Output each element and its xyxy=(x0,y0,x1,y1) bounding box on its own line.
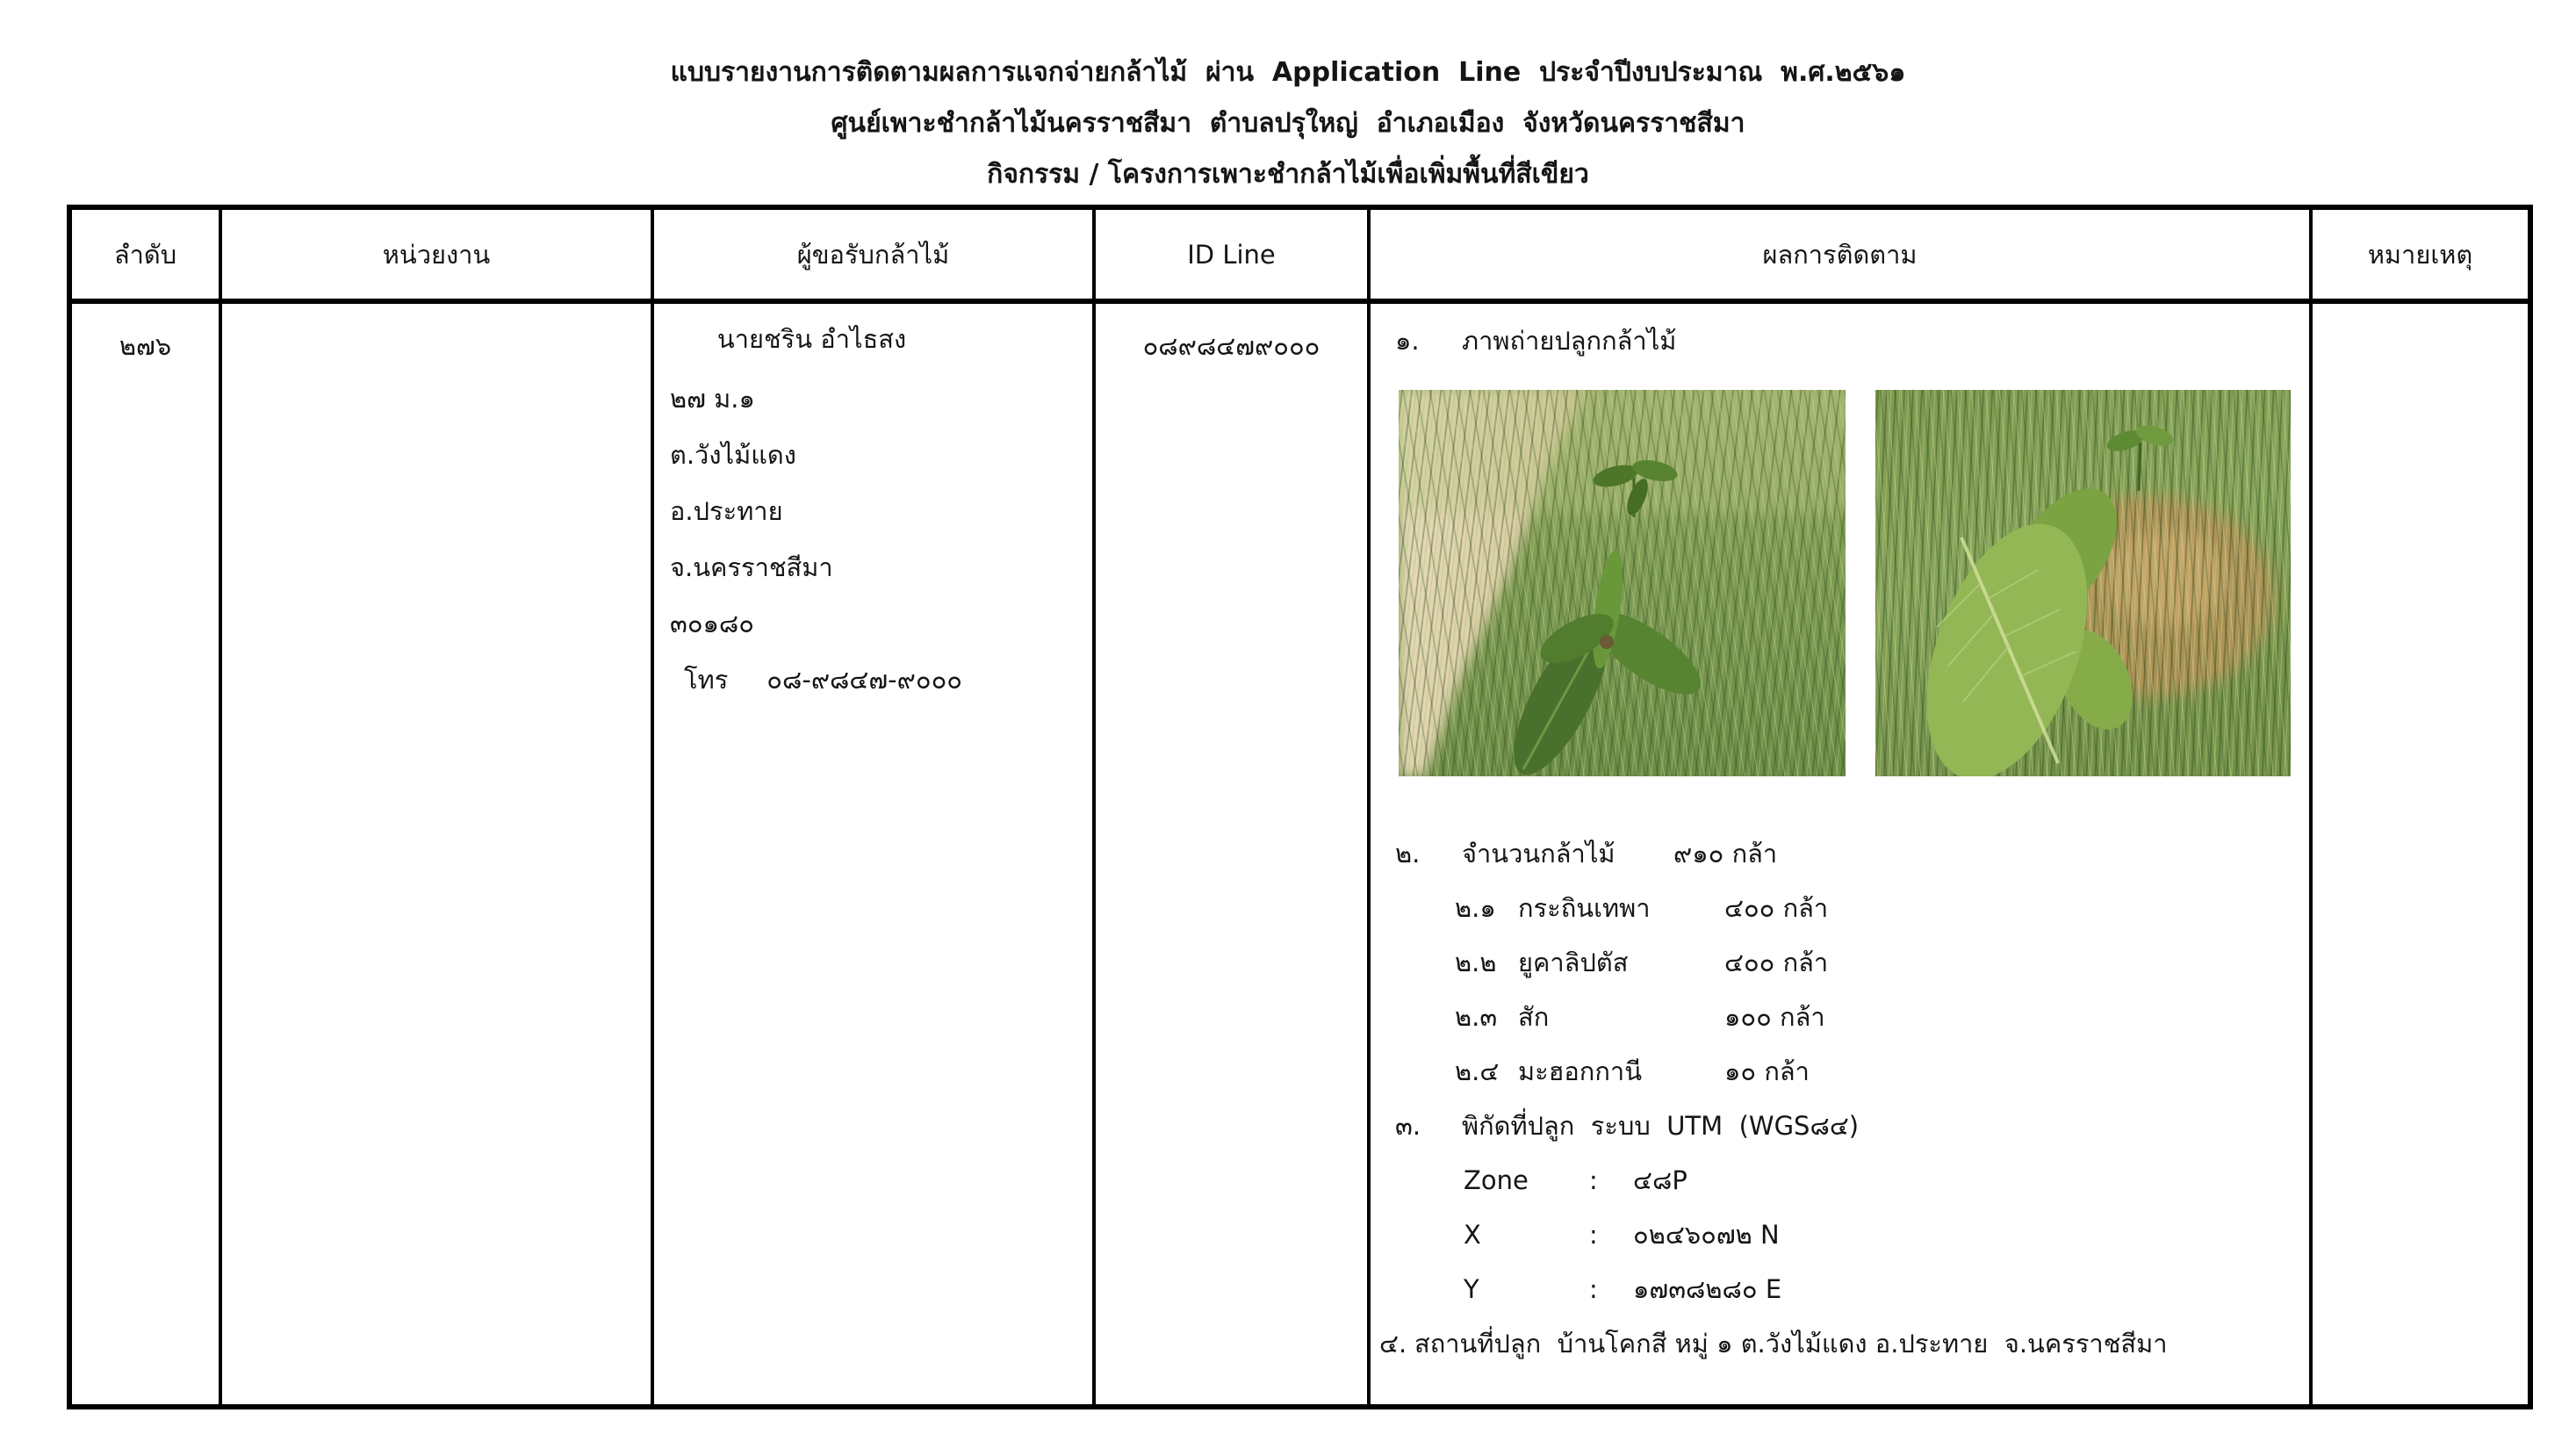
species-number: ๒.๓ xyxy=(1455,1002,1498,1032)
species-name: มะฮอกกานี xyxy=(1518,1056,1643,1086)
coord-label: Y xyxy=(1464,1274,1479,1304)
column-header-remark: หมายเหตุ xyxy=(2313,210,2528,304)
remark-cell xyxy=(2313,304,2528,1404)
item-1-text: ภาพถ่ายปลูกกล้าไม้ xyxy=(1462,326,1677,356)
coord-label: Zone xyxy=(1464,1165,1529,1195)
species-qty: ๑๐๐ กล้า xyxy=(1724,1002,1825,1032)
item-number: ๒. xyxy=(1395,839,1421,869)
requester-cell xyxy=(654,304,1096,1404)
phone-label: โทร xyxy=(684,665,729,695)
utm-header-text: พิกัดที่ปลูก ระบบ UTM (WGS๘๔) xyxy=(1462,1111,1860,1141)
species-number: ๒.๒ xyxy=(1455,948,1497,977)
coord-separator: : xyxy=(1589,1220,1598,1250)
address-line: อ.ประทาย xyxy=(670,496,783,526)
result-items xyxy=(1379,815,2297,1359)
seedling-total-label: จำนวนกล้าไม้ xyxy=(1462,839,1615,869)
document-title-line3: กิจกรรม / โครงการเพาะชำกล้าไม้เพื่อเพิ่มพื้นที่สีเขียว xyxy=(987,159,1589,190)
column-header-agency: หน่วยงาน xyxy=(222,210,654,304)
utm-y-line xyxy=(1395,1251,2297,1305)
species-qty: ๔๐๐ กล้า xyxy=(1724,948,1829,977)
utm-x-line xyxy=(1395,1196,2297,1251)
species-number: ๒.๔ xyxy=(1455,1056,1500,1086)
species-qty: ๑๐ กล้า xyxy=(1724,1056,1810,1086)
species-line xyxy=(1395,1033,2297,1087)
planted-seedling-photo-2 xyxy=(1875,390,2291,776)
species-qty: ๔๐๐ กล้า xyxy=(1724,893,1829,923)
column-header-no: ลำดับ xyxy=(72,210,222,304)
idline-cell: ๐๘๙๘๔๗๙๐๐๐ xyxy=(1096,304,1371,1404)
coord-separator: : xyxy=(1589,1274,1598,1304)
species-name: ยูคาลิปตัส xyxy=(1518,948,1629,977)
coord-label: X xyxy=(1464,1220,1481,1250)
species-name: สัก xyxy=(1518,1002,1550,1032)
item-number: ๑. xyxy=(1395,326,1420,356)
species-line xyxy=(1395,978,2297,1033)
column-header-idline: ID Line xyxy=(1096,210,1371,304)
coord-value: ๐๒๔๖๐๗๒ N xyxy=(1633,1220,1780,1250)
planting-location-text: สถานที่ปลูก บ้านโคกสี หมู่ ๑ ต.วังไม้แดง อ.ประทาย จ.นครราชสีมา xyxy=(1414,1329,2168,1359)
planting-photos xyxy=(1399,390,2297,776)
species-name: กระถินเทพา xyxy=(1518,893,1651,923)
seedling-total-value: ๙๑๐ กล้า xyxy=(1673,839,1778,869)
utm-header-line xyxy=(1395,1087,2297,1142)
address-line: ๒๗ ม.๑ xyxy=(670,384,755,414)
result-cell xyxy=(1371,304,2313,1404)
document-title-line2: ศูนย์เพาะชำกล้าไม้นครราชสีมา ตำบลปรุใหญ่ อำเภอเมือง จังหวัดนครราชสีมา xyxy=(831,108,1745,139)
result-item-1 xyxy=(1395,325,2297,357)
planted-seedling-photo-1 xyxy=(1399,390,1846,776)
seedling-total-line xyxy=(1395,815,2297,869)
agency-cell xyxy=(222,304,654,1404)
column-header-result: ผลการติดตาม xyxy=(1371,210,2313,304)
tracking-report-table xyxy=(67,205,2533,1409)
species-line xyxy=(1395,869,2297,924)
document-title-line1: แบบรายงานการติดตามผลการแจกจ่ายกล้าไม้ ผ่าน Application Line ประจำปีงบประมาณ พ.ศ.๒๕๖๑ xyxy=(670,57,1906,88)
coord-value: ๔๘P xyxy=(1633,1165,1687,1195)
coord-separator: : xyxy=(1589,1165,1598,1195)
phone-line xyxy=(663,639,1083,696)
item-number: ๓. xyxy=(1395,1111,1421,1141)
row-number-cell: ๒๗๖ xyxy=(72,304,222,1404)
species-number: ๒.๑ xyxy=(1455,893,1496,923)
address-line: จ.นครราชสีมา xyxy=(670,552,833,582)
utm-zone-line xyxy=(1395,1142,2297,1196)
coord-value: ๑๗๓๘๒๘๐ E xyxy=(1633,1274,1782,1304)
phone-number: ๐๘-๙๘๔๗-๙๐๐๐ xyxy=(766,665,962,695)
requester-name: นายชริน อำไธสง xyxy=(716,324,907,354)
column-header-requester: ผู้ขอรับกล้าไม้ xyxy=(654,210,1096,304)
address-line: ต.วังไม้แดง xyxy=(670,440,796,470)
postal-code: ๓๐๑๘๐ xyxy=(670,609,755,638)
document-header xyxy=(0,47,2576,200)
species-line xyxy=(1395,924,2297,978)
planting-location-line xyxy=(1379,1305,2297,1359)
item-number: ๔. xyxy=(1379,1329,1407,1359)
